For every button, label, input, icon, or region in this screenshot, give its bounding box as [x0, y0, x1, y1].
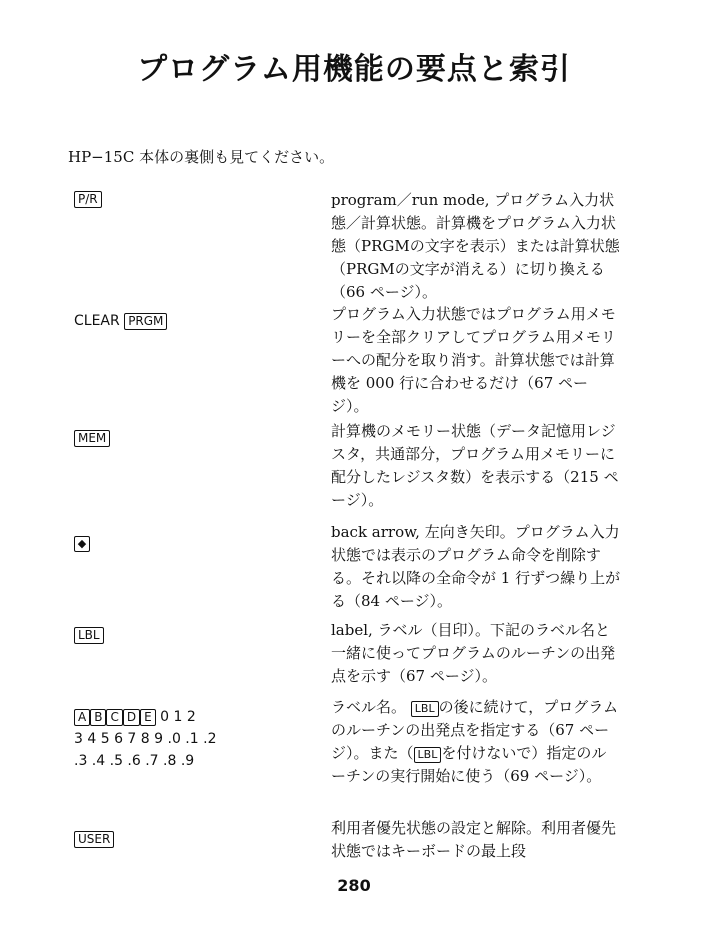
key-cell	[74, 831, 114, 848]
key-cell	[74, 627, 104, 644]
clear-prefix: CLEAR	[74, 313, 120, 329]
d-key: D	[123, 709, 140, 726]
label-key-line-1	[74, 706, 216, 728]
b-key: B	[90, 709, 106, 726]
page-number: 280	[337, 876, 371, 895]
entry-description: 計算機のメモリー状態（データ記憶用レジスタ，共通部分，プログラム用メモリーに配分したレジスタ数）を表示する（215 ページ）。	[331, 422, 619, 509]
entry-description	[331, 696, 621, 788]
entry-description: back arrow, 左向き矢印。プログラム入力状態では表示のプログラム命令を削除する。それ以降の全命令が 1 行ずつ繰り上がる（84 ページ）。	[331, 523, 621, 610]
page-title: プログラム用機能の要点と索引	[137, 52, 571, 87]
desc-part-c: を付けないで）指定のルーチンの実行開始に使う（69 ページ）。	[331, 744, 607, 785]
key-cell	[74, 191, 102, 208]
entry-description: 利用者優先状態の設定と解除。利用者優先状態ではキーボードの最上段	[331, 819, 617, 860]
label-key-line-2: 3 4 5 6 7 8 9 .0 .1 .2	[74, 731, 217, 747]
page-subtitle: HP−15C 本体の裏側も見てください。	[68, 148, 335, 166]
entry-description: program／run mode, プログラム入力状態／計算状態。計算機をプログラム入力状態（PRGMの文字を表示）または計算状態（PRGMの文字が消える）に切り換える（66 ページ）。	[331, 191, 620, 301]
key-cell	[74, 535, 90, 552]
user-key: USER	[74, 831, 114, 848]
a-key: A	[74, 709, 90, 726]
label-key-line-3: .3 .4 .5 .6 .7 .8 .9	[74, 753, 195, 769]
back-arrow-icon: ◆	[74, 536, 90, 552]
key-cell	[74, 430, 110, 447]
desc-part-a: ラベル名。	[331, 698, 407, 716]
entry-description: プログラム入力状態ではプログラム用メモリーを全部クリアしてプログラム用メモリーへの配分を取り消す。計算状態では計算機を 000 行に合わせるだけ（67 ページ）。	[331, 305, 616, 415]
lbl-key-inline-2: LBL	[414, 747, 442, 763]
desc-part-b: の後に続けて，プログラムのルーチンの出発点を指定する（67 ページ）。また（	[331, 698, 619, 762]
key-cell	[74, 706, 216, 772]
lbl-key: LBL	[74, 627, 104, 644]
pr-key: P/R	[74, 191, 102, 208]
key-cell	[74, 313, 167, 330]
e-key: E	[140, 709, 156, 726]
lbl-key-inline: LBL	[411, 701, 439, 717]
mem-key: MEM	[74, 430, 110, 447]
digits-0-2: 0 1 2	[160, 709, 196, 725]
entry-description: label, ラベル（目印）。下記のラベル名と一緒に使ってプログラムのルーチンの出発点を示す（67 ページ）。	[331, 621, 616, 685]
c-key: C	[106, 709, 122, 726]
prgm-key: PRGM	[124, 313, 167, 330]
